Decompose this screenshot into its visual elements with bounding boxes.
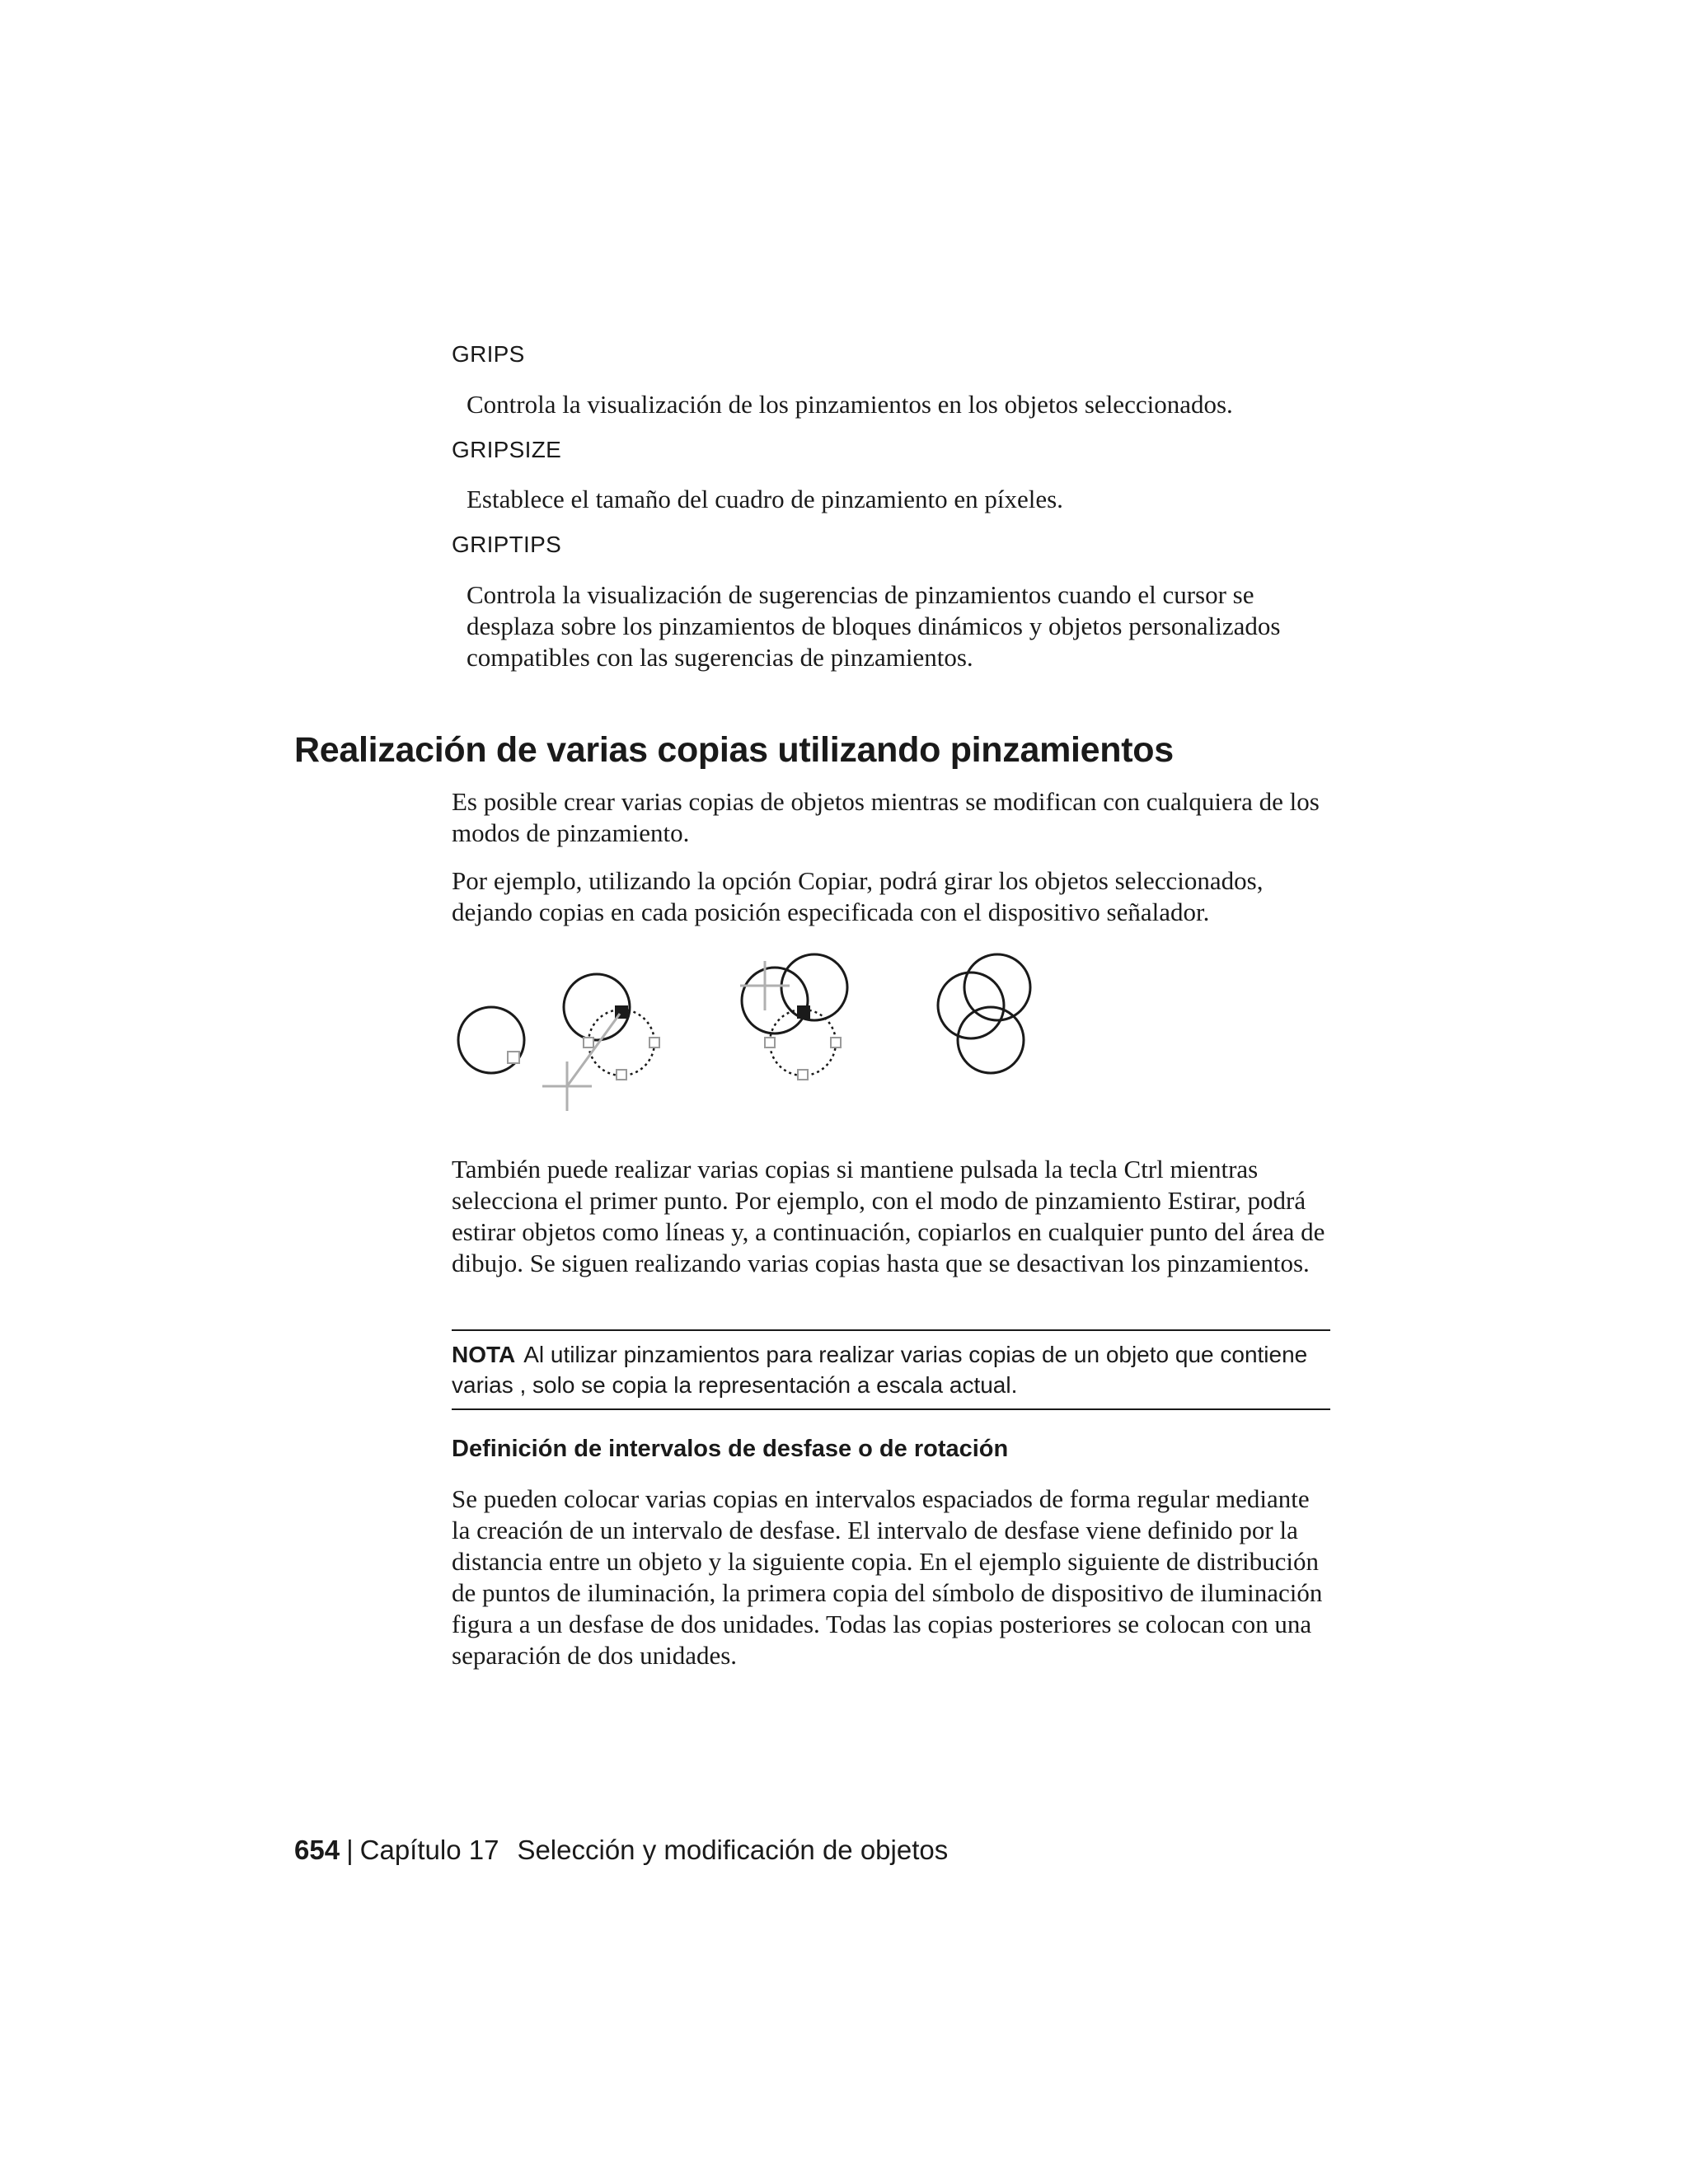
chapter-title: Selección y modificación de objetos	[517, 1835, 949, 1865]
chapter-label: Capítulo 17	[359, 1835, 499, 1865]
page-footer	[294, 1835, 948, 1866]
paragraph-offset-interval: Se pueden colocar varias copias en intervalos espaciados de forma regular mediante la creación de un intervalo de desfase. El intervalo de desfase viene definido por la distancia entre un objeto y la siguiente copia. En el ejemplo siguiente de distribución de puntos de iluminación, la primera copia del símbolo de dispositivo de iluminación figura a un desfase de dos unidades. Todas las copias posteriores se colocan con una separación de dos unidades.	[452, 1484, 1323, 1670]
figure-step-1	[458, 1007, 524, 1073]
figure-step-3	[740, 954, 847, 1080]
grip-copies-illustration	[452, 948, 1045, 1129]
paragraph-example: Por ejemplo, utilizando la opción Copiar, podrá girar los objetos seleccionados, dejando copias en cada posición especificada con el dispositivo señalador.	[452, 866, 1264, 926]
note-box	[452, 1329, 1330, 1410]
subsection-heading: Definición de intervalos de desfase o de rotación	[452, 1436, 1009, 1462]
note-text: Al utilizar pinzamientos para realizar varias copias de un objeto que contiene varias , solo se copia la representación a escala actual.	[452, 1342, 1308, 1398]
footer-separator: |	[346, 1835, 354, 1865]
term-grips: GRIPS	[452, 341, 525, 367]
grip-square-icon	[508, 1052, 519, 1063]
paragraph-ctrl-copies: También puede realizar varias copias si mantiene pulsada la tecla Ctrl mientras selecciona el primer punto. Por ejemplo, con el modo de pinzamiento Estirar, podrá estirar objetos como líneas y, a continuación, copiarlos en cualquier punto del área de dibujo. Se siguen realizando varias copias hasta que se desactivan los pinzamientos.	[452, 1155, 1325, 1277]
description-griptips: Controla la visualización de sugerencias de pinzamientos cuando el cursor se desplaza sobre los pinzamientos de bloques dinámicos y objetos personalizados compatibles con las sugerencias de pinzamientos.	[467, 580, 1281, 672]
description-grips: Controla la visualización de los pinzamientos en los objetos seleccionados.	[467, 390, 1233, 419]
page-number: 654	[294, 1835, 340, 1865]
description-gripsize: Establece el tamaño del cuadro de pinzamiento en píxeles.	[467, 485, 1063, 513]
crosshair-cursor-icon	[542, 1062, 592, 1111]
note-label: NOTA	[452, 1342, 516, 1367]
term-gripsize: GRIPSIZE	[452, 437, 562, 462]
selected-grip-icon	[797, 1005, 810, 1019]
term-griptips: GRIPTIPS	[452, 532, 562, 557]
figure-step-4	[938, 954, 1030, 1073]
figure-step-2	[542, 974, 659, 1111]
paragraph-intro: Es posible crear varias copias de objetos mientras se modifican con cualquiera de los modos de pinzamiento.	[452, 787, 1320, 847]
section-heading: Realización de varias copias utilizando pinzamientos	[294, 730, 1174, 770]
